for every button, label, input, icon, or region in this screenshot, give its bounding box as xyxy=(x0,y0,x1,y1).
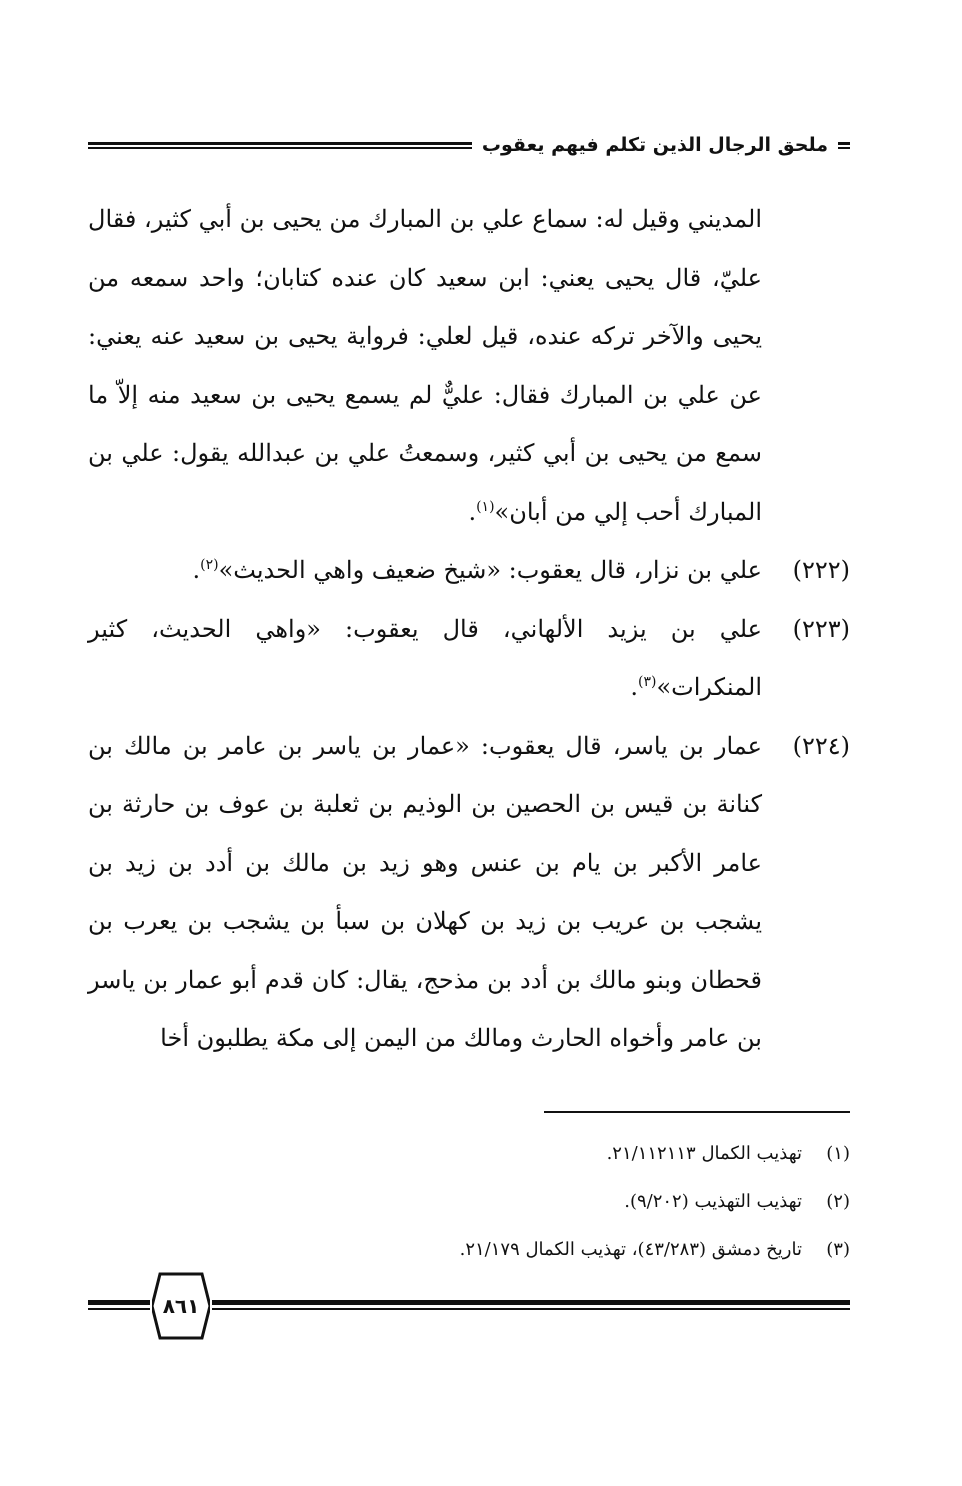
page-header xyxy=(88,130,850,160)
footnote-1 xyxy=(88,1130,850,1178)
entry-223 xyxy=(88,600,850,717)
entry-text: علي بن نزار، قال يعقوب: «شيخ ضعيف واهي الحديث»$^{(٢)}$. xyxy=(192,556,762,584)
footnote-ref-1: (١) xyxy=(476,498,495,515)
footnotes xyxy=(88,1130,850,1274)
page-footer xyxy=(88,1272,850,1342)
page-number: ٨٦١ xyxy=(162,1294,200,1318)
entry-222 xyxy=(88,541,850,600)
continuation-text: المديني وقيل له: سماع علي بن المبارك من يحيى بن أبي كثير، فقال عليّ، قال يحيى يعني: ابن سعيد كان عنده كتابان؛ واحد سمعه من يحيى والآخر تركه عنده، قيل لعلي: فرواية يحيى بن سعيد عنه يعني: عن علي بن المبارك فقال: عليٌّ لم يسمع يحيى بن سعيد منه إلاّ ما سمع من يحيى بن أبي كثير، وسمعتُ علي بن عبدالله يقول: علي بن المبارك أحب إلي من أبان» xyxy=(88,205,762,526)
entry-number: (٢٢٢) xyxy=(792,556,850,584)
footnote-text: تاريخ دمشق (٤٣/٢٨٣)، تهذيب الكمال ٢١/١٧٩. xyxy=(459,1239,802,1260)
footnote-3 xyxy=(88,1226,850,1274)
header-rule-left xyxy=(88,142,472,149)
footnote-text: تهذيب التهذيب (٩/٢٠٢). xyxy=(624,1191,802,1212)
footnote-separator xyxy=(544,1111,850,1113)
entry-number: (٢٢٤) xyxy=(792,731,850,760)
main-text xyxy=(88,190,850,1068)
footer-rule-left xyxy=(88,1300,150,1310)
footnote-2 xyxy=(88,1178,850,1226)
footnote-ref-2: (٢) xyxy=(200,557,219,573)
continuation-paragraph: المديني وقيل له: سماع علي بن المبارك من يحيى بن أبي كثير، فقال عليّ، قال يحيى يعني: ابن سعيد كان عنده كتابان؛ واحد سمعه من يحيى والآخر تركه عنده، قيل لعلي: فرواية يحيى بن سعيد عنه يعني: عن علي بن المبارك فقال: عليٌّ لم يسمع يحيى بن سعيد منه إلاّ ما سمع من يحيى بن أبي كثير، وسمعتُ علي بن عبدالله يقول: علي بن المبارك أحب إلي من أبان»$^{(١)}$. xyxy=(88,205,762,526)
entry-224 xyxy=(88,717,850,1068)
entry-text xyxy=(88,717,762,1068)
entry-body: علي بن يزيد الألهاني، قال يعقوب: «واهي الحديث، كثير المنكرات» xyxy=(88,614,762,701)
footer-rule-right xyxy=(212,1300,850,1310)
footnote-text: تهذيب الكمال ٢١/١١٢١١٣. xyxy=(606,1143,802,1164)
footnote-ref-3: (٣) xyxy=(637,674,657,690)
entry-body: علي بن نزار، قال يعقوب: «شيخ ضعيف واهي الحديث» xyxy=(218,556,762,584)
running-title: ملحق الرجال الذين تكلم فيهم يعقوب xyxy=(481,134,828,156)
header-rule-right xyxy=(838,142,850,149)
footnote-number: (٢) xyxy=(826,1191,850,1212)
entry-body: عمار بن ياسر، قال يعقوب: «عمار بن ياسر بن عامر بن مالك بن كنانة بن قيس بن الحصين بن الوذيم بن ثعلبة بن عوف بن حارثة بن عامر الأكبر بن يام بن عنس وهو زيد بن مالك بن أدد بن زيد بن يشجب بن عريب بن زيد بن كهلان بن سبأ بن يشجب بن يعرب بن قحطان وبنو مالك بن أدد بن مذحج، يقال: كان قدم أبو عمار بن ياسر بن عامر وأخواه الحارث ومالك من اليمن إلى مكة يطلبون أخا xyxy=(88,731,762,1052)
entry-text: علي بن يزيد الألهاني، قال يعقوب: «واهي الحديث، كثير المنكرات»$^{(٣)}$. xyxy=(88,614,762,701)
footnote-number: (١) xyxy=(826,1143,850,1164)
entry-number: (٢٢٣) xyxy=(792,614,850,643)
footnote-number: (٣) xyxy=(826,1239,850,1260)
